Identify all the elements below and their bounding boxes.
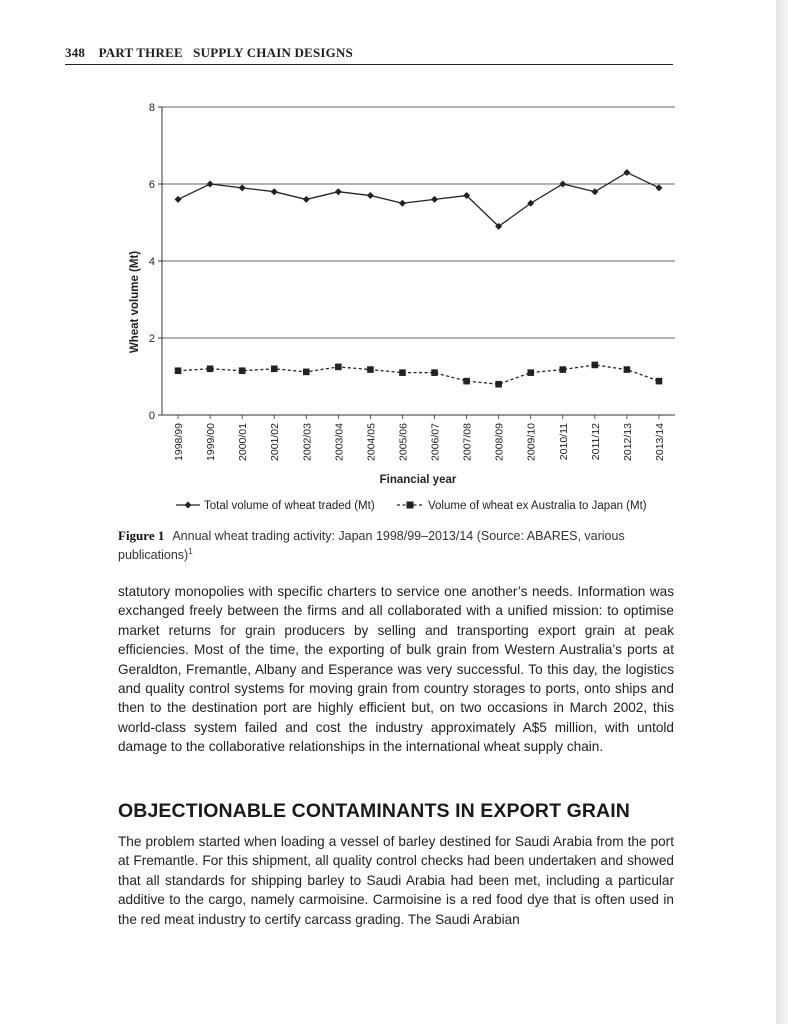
data-point-total — [623, 169, 630, 176]
data-point-total — [399, 200, 406, 207]
data-point-japan — [656, 378, 663, 385]
data-point-japan — [463, 378, 470, 385]
y-tick-label: 2 — [148, 333, 155, 345]
data-point-japan — [559, 366, 566, 373]
x-tick-label: 2002/03 — [301, 423, 314, 461]
x-tick-label: 2011/12 — [589, 423, 602, 461]
body-paragraph-2: The problem started when loading a vessel of barley destined for Saudi Arabia from the port at Fremantle. For this shipment, all quality control checks had been undertaken and showed that all standards for shipping barley to Saudi Arabia had been met, including a particular additive to the cargo, namely carmoisine. Carmoisine is a red food dye that is often used in the red meat industry to certify carcass grading. The Saudi Arabian — [118, 834, 674, 927]
x-tick-label: 2006/07 — [429, 423, 442, 461]
data-point-japan — [431, 369, 438, 376]
x-tick-label: 2010/11 — [557, 423, 570, 461]
header-rule — [65, 64, 673, 65]
data-point-total — [655, 184, 662, 191]
data-point-total — [335, 188, 342, 195]
page-number: 348 — [65, 45, 86, 60]
footnote-mark: 1 — [188, 547, 193, 556]
figure-caption — [118, 528, 678, 563]
x-tick-label: 2013/14 — [653, 423, 666, 461]
data-point-total — [271, 188, 278, 195]
running-head — [65, 45, 673, 61]
data-point-total — [559, 181, 566, 188]
data-point-japan — [335, 364, 342, 371]
series-layer — [175, 169, 663, 388]
data-point-total — [175, 196, 182, 203]
figure-label: Figure 1 — [118, 528, 165, 543]
x-tick-label: 2000/01 — [237, 423, 250, 461]
series-line-0 — [178, 172, 659, 226]
legend-square-marker — [407, 502, 414, 509]
gridlines — [158, 107, 675, 415]
x-tick-label: 2012/13 — [621, 423, 634, 461]
y-tick-label: 8 — [148, 102, 155, 114]
x-tick-label: 1999/00 — [205, 423, 218, 461]
x-tick-label: 2009/10 — [525, 423, 538, 461]
page-edge-shadow — [776, 0, 788, 1024]
data-point-japan — [175, 367, 182, 374]
chart-legend — [176, 500, 647, 512]
y-tick-label: 0 — [148, 410, 155, 422]
data-point-japan — [495, 381, 502, 388]
data-point-japan — [207, 366, 214, 373]
y-tick-label: 6 — [148, 179, 155, 191]
section-heading: OBJECTIONABLE CONTAMINANTS IN EXPORT GRAIN — [118, 800, 630, 822]
data-point-japan — [239, 367, 246, 374]
data-point-total — [367, 192, 374, 199]
data-point-japan — [399, 369, 406, 376]
section-title: PART THREE SUPPLY CHAIN DESIGNS — [98, 45, 353, 60]
x-tick-label: 2003/04 — [333, 423, 346, 461]
data-point-japan — [271, 366, 278, 373]
data-point-total — [239, 184, 246, 191]
y-axis-ticks — [149, 102, 155, 422]
x-tick-label: 2008/09 — [493, 423, 506, 461]
x-tick-label: 1998/99 — [173, 423, 186, 461]
x-tick-label: 2007/08 — [461, 423, 474, 461]
x-tick-label: 2005/06 — [397, 423, 410, 461]
y-axis-label: Wheat volume (Mt) — [129, 250, 141, 354]
body-paragraph-1: statutory monopolies with specific charters to service one another’s needs. Information was exchanged freely between the firms and all collaborated with a unified mission: to optimise market returns for grain producers by selling and transporting export grain at peak efficiencies. Most of the time, the exporting of bulk grain from Western Australia’s ports at Geraldton, Fremantle, Albany and Esperance was very successful. To this day, the logistics and quality control systems for moving grain from country storages to ports, onto ships and then to the destination port are highly efficient but, on two occasions in March 2002, this world-class system failed and cost the industry approximately A$5 million, with untold damage to the collaborative relationships in the international wheat supply chain. — [118, 584, 674, 755]
series-line-1 — [178, 365, 659, 384]
x-tick-label: 2001/02 — [269, 423, 282, 461]
y-tick-label: 4 — [148, 256, 155, 268]
x-axis-label: Financial year — [379, 474, 457, 486]
data-point-japan — [624, 366, 631, 373]
data-point-total — [431, 196, 438, 203]
x-tick-label: 2004/05 — [365, 423, 378, 461]
data-point-total — [591, 188, 598, 195]
data-point-japan — [527, 369, 534, 376]
legend-entry-japan: Volume of wheat ex Australia to Japan (Mt) — [428, 500, 647, 512]
data-point-japan — [303, 369, 310, 376]
data-point-total — [303, 196, 310, 203]
x-axis-ticks — [173, 415, 666, 461]
figure-caption-text: Annual wheat trading activity: Japan 1998/99–2013/14 (Source: ABARES, various publications) — [118, 529, 625, 563]
data-point-japan — [592, 362, 599, 369]
data-point-total — [207, 181, 214, 188]
data-point-japan — [367, 366, 374, 373]
wheat-volume-chart — [100, 90, 700, 520]
legend-entry-total: Total volume of wheat traded (Mt) — [204, 500, 375, 512]
legend-diamond-marker — [185, 502, 192, 509]
